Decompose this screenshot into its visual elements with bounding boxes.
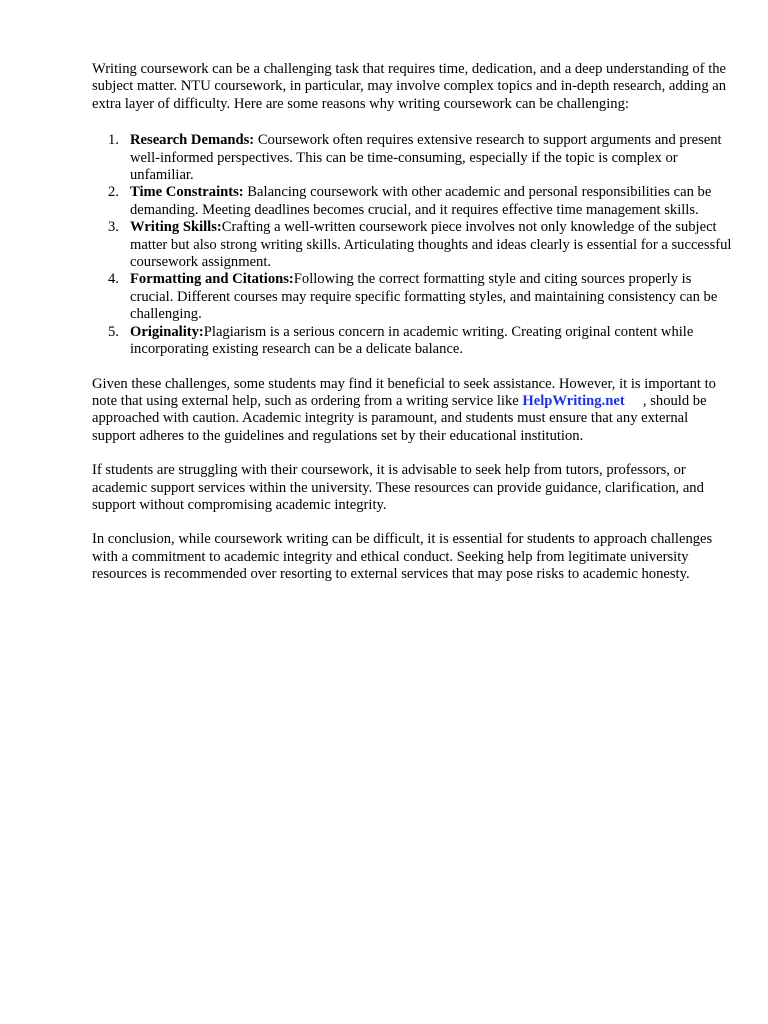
assistance-paragraph bbox=[92, 376, 732, 446]
helpwriting-link[interactable]: HelpWriting.net bbox=[522, 392, 625, 409]
list-item-text: Crafting a well-written coursework piece involves not only knowledge of the subject matter but also strong writing skills. Articulating thoughts and ideas clearly is essential for a successful coursework assignment. bbox=[130, 219, 732, 271]
list-item bbox=[108, 323, 732, 359]
list-item bbox=[108, 271, 732, 323]
list-item bbox=[108, 132, 732, 184]
list-item-number: 3. bbox=[108, 219, 119, 236]
list-item-number: 5. bbox=[108, 323, 119, 340]
list-item-term: Research Demands: bbox=[130, 132, 255, 149]
conclusion-paragraph: In conclusion, while coursework writing can be difficult, it is essential for students to approach challenges with a commitment to academic integrity and ethical conduct. Seeking help from legitimate university resources is recommended over resorting to external services that may pose risks to academic honesty. bbox=[92, 531, 713, 583]
list-item-number: 2. bbox=[108, 184, 119, 201]
list-item-text: Plagiarism is a serious concern in academic writing. Creating original content while incorporating existing research can be a delicate balance. bbox=[130, 323, 694, 358]
list-item-term: Formatting and Citations: bbox=[130, 271, 294, 288]
list-item-text: Balancing coursework with other academic and personal responsibilities can be demanding. Meeting deadlines becomes crucial, and it requires effective time management skills. bbox=[130, 184, 712, 218]
reasons-list bbox=[92, 132, 732, 358]
intro-paragraph: Writing coursework can be a challenging task that requires time, dedication, and a deep understanding of the subject matter. NTU coursework, in particular, may involve complex topics and in-depth research, adding an extra layer of difficulty. Here are some reasons why writing coursework can be challenging: bbox=[92, 61, 727, 112]
list-item-text: Following the correct formatting style and citing sources properly is crucial. Different courses may require specific formatting styles, and maintaining consistency can be challenging. bbox=[130, 271, 718, 323]
list-item-term: Writing Skills: bbox=[130, 219, 222, 236]
list-item-number: 1. bbox=[108, 132, 119, 149]
list-item bbox=[108, 184, 732, 219]
assistance-text-after: , should be approached with caution. Academic integrity is paramount, and students must ensure that any external support adheres to the guidelines and regulations set by their educational institution. bbox=[92, 392, 711, 444]
list-item-term: Originality: bbox=[130, 323, 204, 340]
list-item-term: Time Constraints: bbox=[130, 184, 244, 201]
assistance-text-before: Given these challenges, some students may find it beneficial to seek assistance. However, it is important to note that using external help, such as ordering from a writing service like bbox=[92, 375, 716, 409]
advice-paragraph: If students are struggling with their coursework, it is advisable to seek help from tutors, professors, or academic support services within the university. These resources can provide guidance, clarification, and support without compromising academic integrity. bbox=[92, 462, 704, 513]
list-item-text: Coursework often requires extensive research to support arguments and present well-informed perspectives. This can be time-consuming, especially if the topic is complex or unfamiliar. bbox=[130, 132, 722, 184]
list-item bbox=[108, 219, 732, 271]
list-item-number: 4. bbox=[108, 271, 119, 288]
document-body bbox=[92, 61, 732, 584]
